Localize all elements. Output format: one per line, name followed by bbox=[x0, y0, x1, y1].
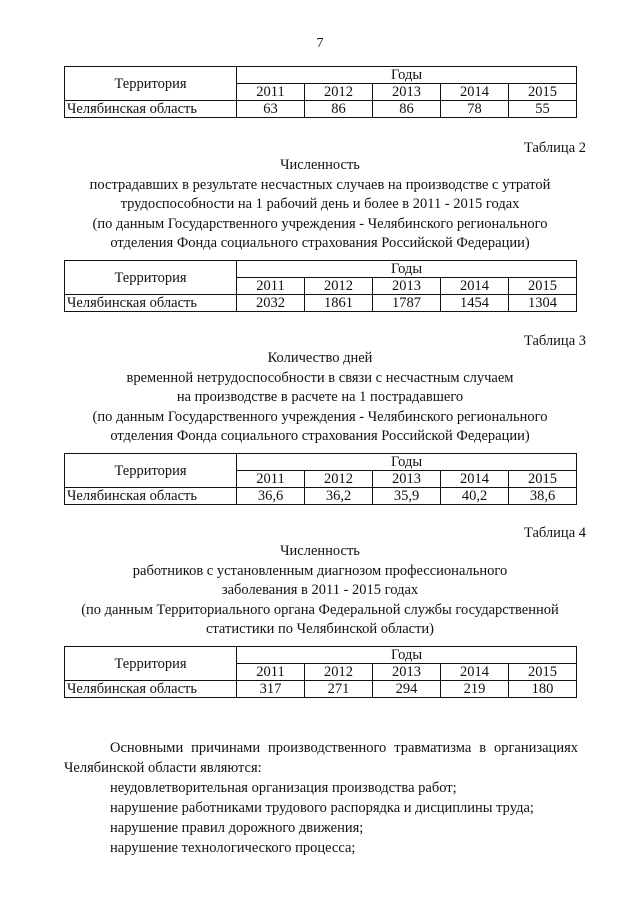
value-cell: 317 bbox=[237, 681, 305, 698]
data-table-2 bbox=[64, 260, 577, 312]
data-table-4 bbox=[64, 646, 577, 698]
value-cell: 86 bbox=[305, 101, 373, 118]
year-cell: 2014 bbox=[441, 471, 509, 488]
caption-line: заболевания в 2011 - 2015 годах bbox=[221, 582, 419, 598]
year-cell: 2012 bbox=[305, 471, 373, 488]
year-cell: 2011 bbox=[237, 84, 305, 101]
year-cell: 2013 bbox=[373, 664, 441, 681]
list-item: неудовлетворительная организация производства работ; bbox=[110, 780, 457, 796]
caption-line: Численность bbox=[280, 157, 360, 173]
value-cell: 294 bbox=[373, 681, 441, 698]
year-cell: 2011 bbox=[237, 664, 305, 681]
year-cell: 2011 bbox=[237, 278, 305, 295]
caption-line: (по данным Территориального органа Федеральной службы государственной bbox=[81, 601, 559, 618]
data-table-3 bbox=[64, 453, 577, 505]
list-item: нарушение правил дорожного движения; bbox=[110, 820, 364, 836]
region-cell: Челябинская область bbox=[65, 681, 237, 698]
years-header: Годы bbox=[237, 261, 577, 278]
territory-header: Территория bbox=[65, 647, 237, 681]
table-label-4: Таблица 4 bbox=[523, 525, 586, 541]
value-cell: 271 bbox=[305, 681, 373, 698]
year-cell: 2013 bbox=[373, 84, 441, 101]
year-cell: 2012 bbox=[305, 84, 373, 101]
year-cell: 2013 bbox=[373, 278, 441, 295]
caption-line: Численность bbox=[280, 543, 360, 559]
caption-line: на производстве в расчете на 1 пострадавшего bbox=[176, 389, 464, 405]
year-cell: 2013 bbox=[373, 471, 441, 488]
value-cell: 38,6 bbox=[509, 488, 577, 505]
caption-line: статистики по Челябинской области) bbox=[205, 621, 435, 637]
table-row bbox=[65, 681, 577, 698]
year-cell: 2015 bbox=[509, 84, 577, 101]
body-text bbox=[64, 738, 578, 858]
caption-line: пострадавших в результате несчастных случаев на производстве с утратой bbox=[89, 176, 551, 193]
list-item: нарушение технологического процесса; bbox=[110, 840, 356, 856]
table-label-3: Таблица 3 bbox=[523, 333, 586, 349]
value-cell: 1861 bbox=[305, 295, 373, 312]
value-cell: 35,9 bbox=[373, 488, 441, 505]
year-cell: 2012 bbox=[305, 664, 373, 681]
year-cell: 2015 bbox=[509, 278, 577, 295]
value-cell: 36,2 bbox=[305, 488, 373, 505]
value-cell: 2032 bbox=[237, 295, 305, 312]
value-cell: 36,6 bbox=[237, 488, 305, 505]
table-row bbox=[65, 101, 577, 118]
data-table-1 bbox=[64, 66, 577, 118]
year-cell: 2011 bbox=[237, 471, 305, 488]
table-header-row bbox=[65, 647, 577, 664]
territory-header: Территория bbox=[65, 454, 237, 488]
value-cell: 219 bbox=[441, 681, 509, 698]
table-caption-3 bbox=[40, 349, 600, 447]
region-cell: Челябинская область bbox=[65, 101, 237, 118]
year-cell: 2014 bbox=[441, 278, 509, 295]
table-header-row bbox=[65, 261, 577, 278]
table-label-2: Таблица 2 bbox=[523, 140, 586, 156]
caption-line: отделения Фонда социального страхования Российской Федерации) bbox=[110, 428, 530, 444]
list-item: нарушение работниками трудового распорядка и дисциплины труда; bbox=[110, 800, 534, 816]
value-cell: 78 bbox=[441, 101, 509, 118]
region-cell: Челябинская область bbox=[65, 295, 237, 312]
territory-header: Территория bbox=[65, 261, 237, 295]
caption-line: отделения Фонда социального страхования Российской Федерации) bbox=[110, 235, 530, 251]
year-cell: 2015 bbox=[509, 471, 577, 488]
value-cell: 40,2 bbox=[441, 488, 509, 505]
table-header-row bbox=[65, 67, 577, 84]
caption-line: трудоспособности на 1 рабочий день и более в 2011 - 2015 годах bbox=[120, 196, 520, 212]
caption-line: временной нетрудоспособности в связи с несчастным случаем bbox=[126, 369, 514, 386]
years-header: Годы bbox=[237, 67, 577, 84]
years-header: Годы bbox=[237, 454, 577, 471]
table-row bbox=[65, 488, 577, 505]
year-cell: 2012 bbox=[305, 278, 373, 295]
value-cell: 55 bbox=[509, 101, 577, 118]
year-cell: 2014 bbox=[441, 664, 509, 681]
value-cell: 180 bbox=[509, 681, 577, 698]
year-cell: 2015 bbox=[509, 664, 577, 681]
page-number: 7 bbox=[316, 36, 324, 51]
value-cell: 86 bbox=[373, 101, 441, 118]
value-cell: 1304 bbox=[509, 295, 577, 312]
value-cell: 1787 bbox=[373, 295, 441, 312]
year-cell: 2014 bbox=[441, 84, 509, 101]
table-row bbox=[65, 295, 577, 312]
table-caption-2 bbox=[40, 156, 600, 254]
caption-line: работников с установленным диагнозом профессионального bbox=[132, 562, 508, 579]
caption-line: Количество дней bbox=[267, 350, 373, 366]
value-cell: 63 bbox=[237, 101, 305, 118]
table-caption-4 bbox=[40, 542, 600, 640]
value-cell: 1454 bbox=[441, 295, 509, 312]
table-header-row bbox=[65, 454, 577, 471]
body-paragraph: Основными причинами производственного травматизма в организациях Челябинской области являются: bbox=[64, 740, 578, 776]
region-cell: Челябинская область bbox=[65, 488, 237, 505]
caption-line: (по данным Государственного учреждения - Челябинского регионального bbox=[92, 408, 548, 425]
years-header: Годы bbox=[237, 647, 577, 664]
territory-header: Территория bbox=[65, 67, 237, 101]
caption-line: (по данным Государственного учреждения - Челябинского регионального bbox=[92, 215, 548, 232]
